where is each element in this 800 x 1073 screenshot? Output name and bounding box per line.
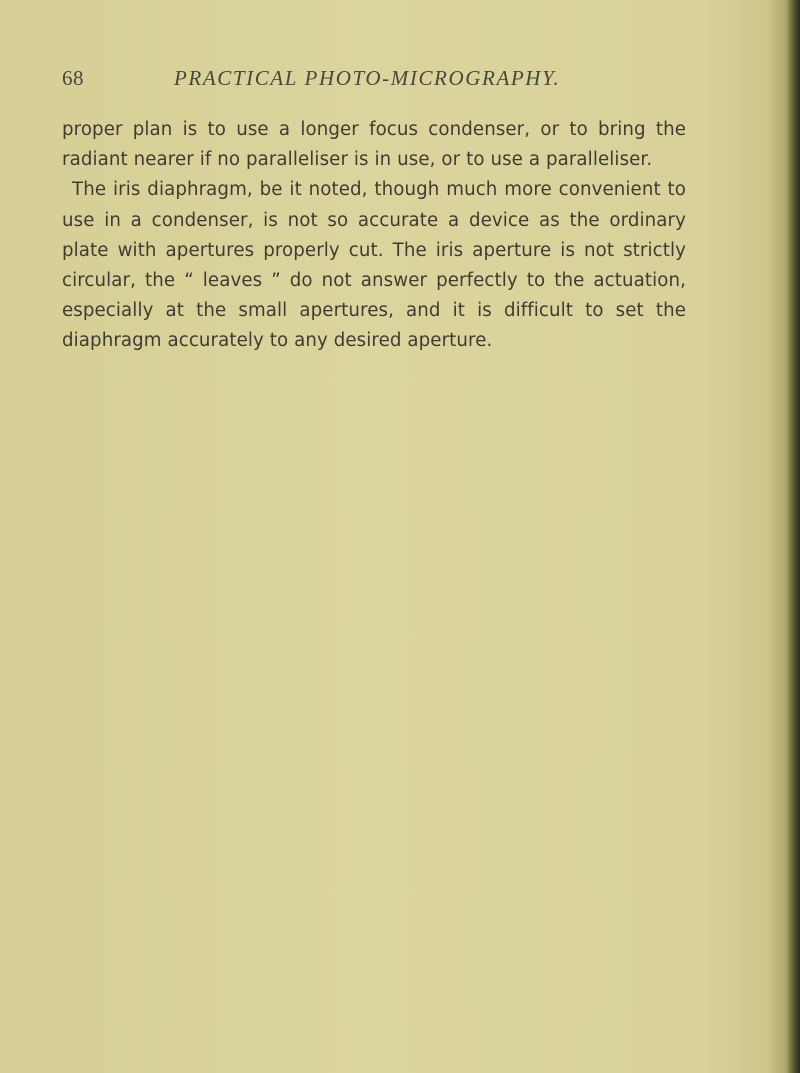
running-title: PRACTICAL PHOTO-MICROGRAPHY. xyxy=(174,66,561,90)
paragraph-1: proper plan is to use a longer focus condenser, or to bring the radiant nearer if no paralleliser is in use, or to use a paralleliser. xyxy=(62,119,686,171)
page-number: 68 xyxy=(62,66,84,90)
body-text xyxy=(62,115,686,357)
page-header xyxy=(62,66,702,102)
paragraph-2: The iris diaphragm, be it noted, though much more convenient to use in a condenser, is not so accurate a device as the ordinary plate with apertures properly cut. The iris aperture is not strictly circular, the “ leaves ” do not answer perfectly to the actuation, especially at the small apertures, and it is difficult to set the diaphragm accurately to any desired aperture. xyxy=(62,179,686,352)
page-edge-shadow xyxy=(786,0,800,1073)
